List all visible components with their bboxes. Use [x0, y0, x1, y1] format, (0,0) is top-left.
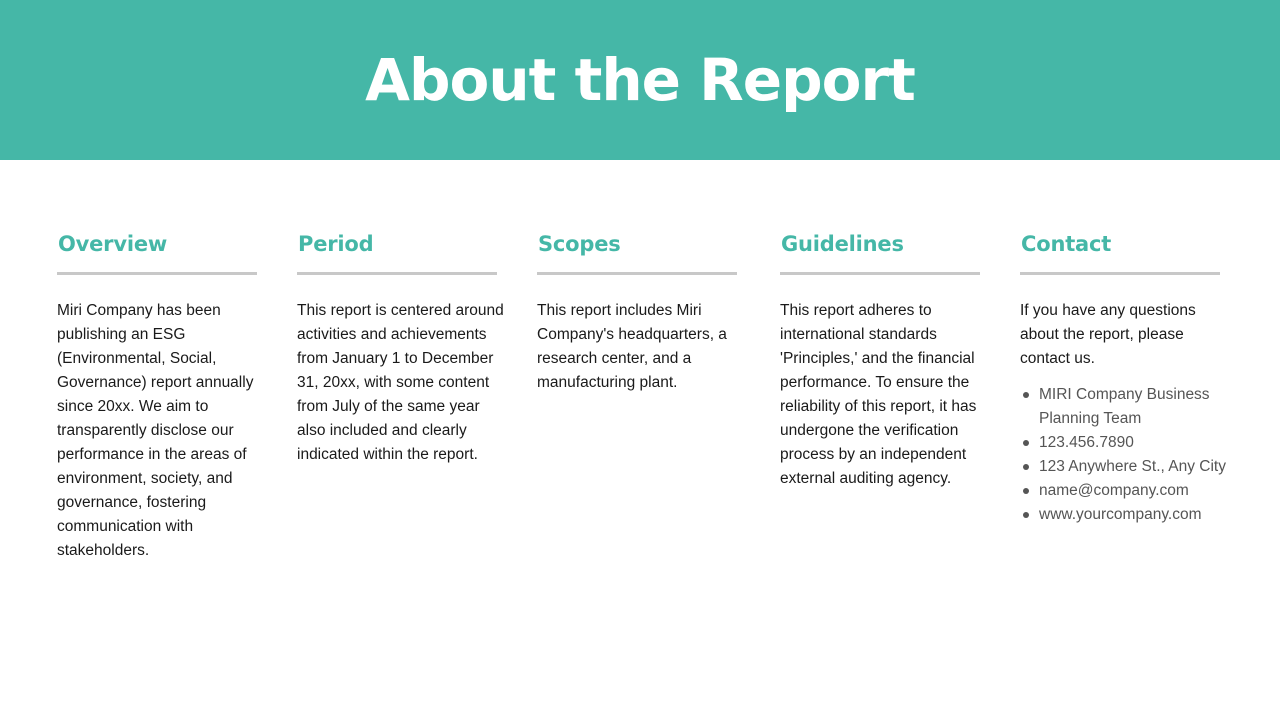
contact-list [1020, 383, 1235, 527]
overview-section [57, 228, 262, 563]
guidelines-section [780, 228, 985, 491]
guidelines-text: This report adheres to international standards 'Principles,' and the financial performance. To ensure the reliability of this report, it has undergone the verification process by an independent external auditing agency. [780, 302, 977, 487]
period-section [297, 228, 502, 467]
contact-team [1020, 383, 1235, 431]
scopes-text: This report includes Miri Company's headquarters, a research center, and a manufacturing plant. [537, 302, 727, 391]
bullet-icon [1023, 464, 1029, 470]
contact-phone [1020, 431, 1235, 455]
header-banner [0, 0, 1280, 160]
bullet-icon [1023, 392, 1029, 398]
period-divider [297, 272, 497, 275]
page-title: About the Report [365, 46, 915, 114]
contact-address-text: 123 Anywhere St., Any City [1039, 458, 1226, 475]
contact-website [1020, 503, 1235, 527]
bullet-icon [1023, 512, 1029, 518]
scopes-section [537, 228, 742, 395]
contact-divider [1020, 272, 1220, 275]
contact-text: If you have any questions about the report, please contact us. [1020, 302, 1196, 367]
overview-heading: Overview [58, 232, 168, 256]
guidelines-heading: Guidelines [781, 232, 904, 256]
contact-section [1020, 228, 1225, 527]
contact-team-text: MIRI Company Business Planning Team [1039, 386, 1210, 427]
bullet-icon [1023, 488, 1029, 494]
period-text: This report is centered around activities and achievements from January 1 to December 31, 20xx, with some content from July of the same year also included and clearly indicated within the report. [297, 302, 504, 463]
period-heading: Period [298, 232, 374, 256]
scopes-divider [537, 272, 737, 275]
contact-address [1020, 455, 1235, 479]
contact-phone-text: 123.456.7890 [1039, 434, 1134, 451]
guidelines-divider [780, 272, 980, 275]
contact-email-text: name@company.com [1039, 482, 1189, 499]
contact-email [1020, 479, 1235, 503]
overview-divider [57, 272, 257, 275]
bullet-icon [1023, 440, 1029, 446]
scopes-heading: Scopes [538, 232, 621, 256]
contact-website-text: www.yourcompany.com [1039, 506, 1202, 523]
contact-heading: Contact [1021, 232, 1112, 256]
overview-text: Miri Company has been publishing an ESG (Environmental, Social, Governance) report annually since 20xx. We aim to transparently disclose our performance in the areas of environment, society, and governance, fostering communication with stakeholders. [57, 302, 254, 559]
